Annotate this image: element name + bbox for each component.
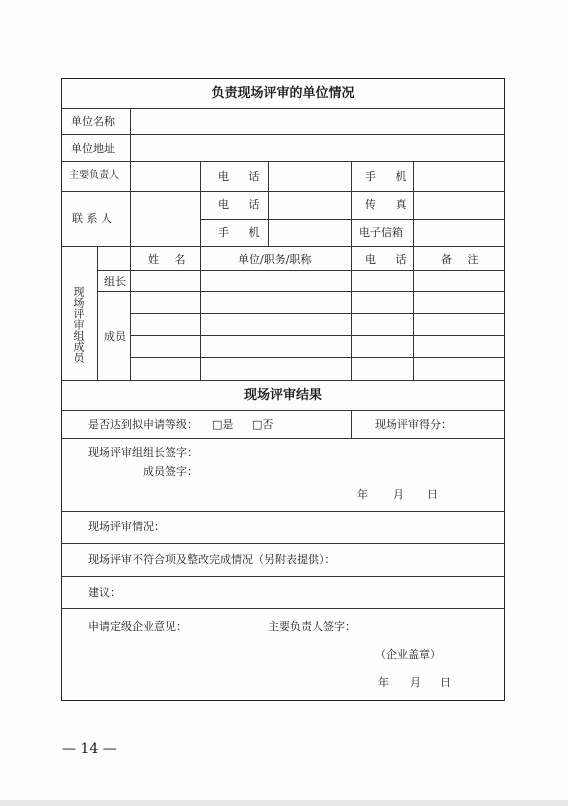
row-divider <box>61 161 505 162</box>
page-bottom-edge <box>0 800 568 806</box>
member-signature-label: 成员签字： <box>143 465 198 478</box>
page-number: — 14 — <box>62 741 117 757</box>
row-divider <box>130 357 505 358</box>
contact-person-label: 联 系 人 <box>72 212 112 225</box>
sign-date-day: 日 <box>427 488 438 501</box>
contact-mobile-label: 手 机 <box>218 226 268 239</box>
enterprise-opinion-label: 申请定级企业意见： <box>88 620 187 633</box>
row-divider <box>61 108 505 109</box>
unit-address-label: 单位地址 <box>71 142 115 155</box>
opinion-date-month: 月 <box>410 676 421 689</box>
column-divider <box>351 410 352 438</box>
review-team-label: 现场评审组成员 <box>72 286 85 363</box>
score-label: 现场评审得分： <box>375 418 452 431</box>
principal-label: 主要负责人 <box>69 170 119 181</box>
column-header-phone: 电 话 <box>365 253 415 266</box>
row-divider <box>61 438 505 439</box>
contact-phone-label: 电 话 <box>218 198 268 211</box>
row-divider <box>61 511 505 512</box>
unit-section-title: 负责现场评审的单位情况 <box>211 86 355 101</box>
nonconformity-label: 现场评审不符合项及整改完成情况（另附表提供）： <box>88 553 336 566</box>
principal-mobile-label: 手 机 <box>365 170 415 183</box>
column-divider <box>413 161 414 380</box>
row-divider <box>61 608 505 609</box>
column-header-name: 姓 名 <box>148 253 192 266</box>
row-divider <box>130 313 505 314</box>
sign-date-month: 月 <box>393 488 404 501</box>
unit-name-label: 单位名称 <box>71 115 115 128</box>
row-divider <box>61 191 505 192</box>
sign-date-year: 年 <box>357 488 368 501</box>
row-divider <box>61 543 505 544</box>
suggestion-label: 建议： <box>88 586 121 599</box>
opinion-date-day: 日 <box>440 676 451 689</box>
principal-phone-label: 电 话 <box>218 170 268 183</box>
row-divider <box>200 219 505 220</box>
result-section-title: 现场评审结果 <box>243 388 322 403</box>
column-divider <box>200 161 201 380</box>
opinion-date-year: 年 <box>378 676 389 689</box>
enterprise-seal-label: （企业盖章） <box>375 648 441 661</box>
team-leader-label: 组长 <box>104 275 126 288</box>
column-divider <box>268 161 269 246</box>
principal-signature-label: 主要负责人签字： <box>268 620 356 633</box>
review-situation-label: 现场评审情况： <box>88 520 165 533</box>
column-divider <box>351 161 352 380</box>
row-divider <box>97 270 505 271</box>
leader-signature-label: 现场评审组组长签字： <box>88 446 198 459</box>
option-no-checkbox[interactable]: □否 <box>252 418 274 431</box>
team-member-label: 成员 <box>104 330 126 343</box>
row-divider <box>61 410 505 411</box>
row-divider <box>130 335 505 336</box>
row-divider <box>61 576 505 577</box>
row-divider <box>97 291 505 292</box>
contact-email-label: 电子信箱 <box>359 226 403 239</box>
column-header-remark: 备 注 <box>441 253 485 266</box>
contact-fax-label: 传 真 <box>365 198 415 211</box>
option-yes-checkbox[interactable]: □是 <box>212 418 234 431</box>
column-divider <box>130 108 131 380</box>
reach-level-label: 是否达到拟申请等级： <box>88 418 198 431</box>
row-divider <box>61 134 505 135</box>
column-header-unit: 单位/职务/职称 <box>238 253 312 266</box>
column-divider <box>97 246 98 380</box>
row-divider <box>61 246 505 247</box>
row-divider <box>61 380 505 381</box>
